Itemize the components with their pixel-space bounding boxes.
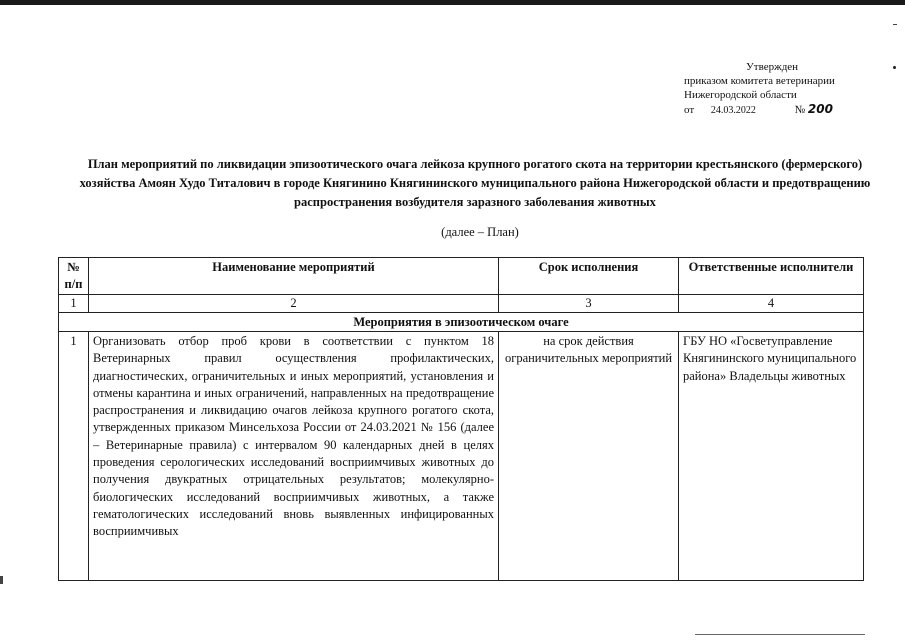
scan-mark — [893, 24, 897, 25]
row-name-cell — [89, 332, 499, 581]
header-responsible: Ответственные исполнители — [679, 258, 864, 295]
order-number: 200 — [807, 102, 833, 116]
index-cell: 1 — [59, 295, 89, 313]
table-header-row — [59, 258, 864, 295]
section-title: Мероприятия в эпизоотическом очаге — [59, 313, 864, 332]
scan-mark — [0, 576, 3, 584]
order-date: 24.03.2022 — [710, 105, 756, 116]
header-num: № п/п — [59, 258, 89, 295]
from-label: от — [684, 104, 695, 116]
plan-table — [58, 257, 864, 581]
row-responsible: ГБУ НО «Госветуправление Княгининского муниципального района» Владельцы животных — [679, 332, 864, 581]
table-row — [59, 332, 864, 581]
row-num: 1 — [59, 332, 89, 581]
document-title: План мероприятий по ликвидации эпизоотического очага лейкоза крупного рогатого скота на территории крестьянского (фермерского) хозяйства Амоян Худо Титалович в городе Княгинино Княгининского муниципального района Нижегородской области и предотвращению распространения возбудителя заразного заболевания животных — [79, 157, 871, 209]
document-subtitle: (далее – План) — [441, 225, 519, 239]
row-name: Организовать отбор проб крови в соответствии с пунктом 18 Ветеринарных правил осуществления профилактических, диагностических, ограничительных и иных мероприятий, установления и отмены карантина и иных ограничений, направленных на предотвращение распространения и ликвидацию очагов лейкоза крупного рогатого скота, утвержденных приказом Минсельхоза России от 24.03.2021 № 156 (далее – Ветеринарные правила) с интервалом 90 календарных дней в целях проведения серологических исследований восприимчивых животных до получения двукратных отрицательных результатов; молекулярно-биологических исследований восприимчивых животных, а также гематологических исследований вновь выявленных инфицированных восприимчивых — [93, 334, 494, 539]
row-term: на срок действия ограничительных мероприятий — [499, 332, 679, 581]
approval-stamp-block — [684, 60, 835, 118]
index-cell: 4 — [679, 295, 864, 313]
scan-mark — [893, 66, 896, 69]
approved-order-line: приказом комитета ветеринарии — [684, 75, 835, 87]
index-cell: 3 — [499, 295, 679, 313]
number-label: № — [794, 104, 806, 116]
header-name: Наименование мероприятий — [89, 258, 499, 295]
header-term: Срок исполнения — [499, 258, 679, 295]
scan-top-edge — [0, 0, 905, 5]
approved-date-line — [684, 102, 835, 118]
approved-region-line: Нижегородской области — [684, 89, 797, 101]
scan-mark — [695, 634, 865, 635]
approved-label: Утвержден — [746, 61, 799, 73]
section-row — [59, 313, 864, 332]
index-cell: 2 — [89, 295, 499, 313]
table-index-row — [59, 295, 864, 313]
